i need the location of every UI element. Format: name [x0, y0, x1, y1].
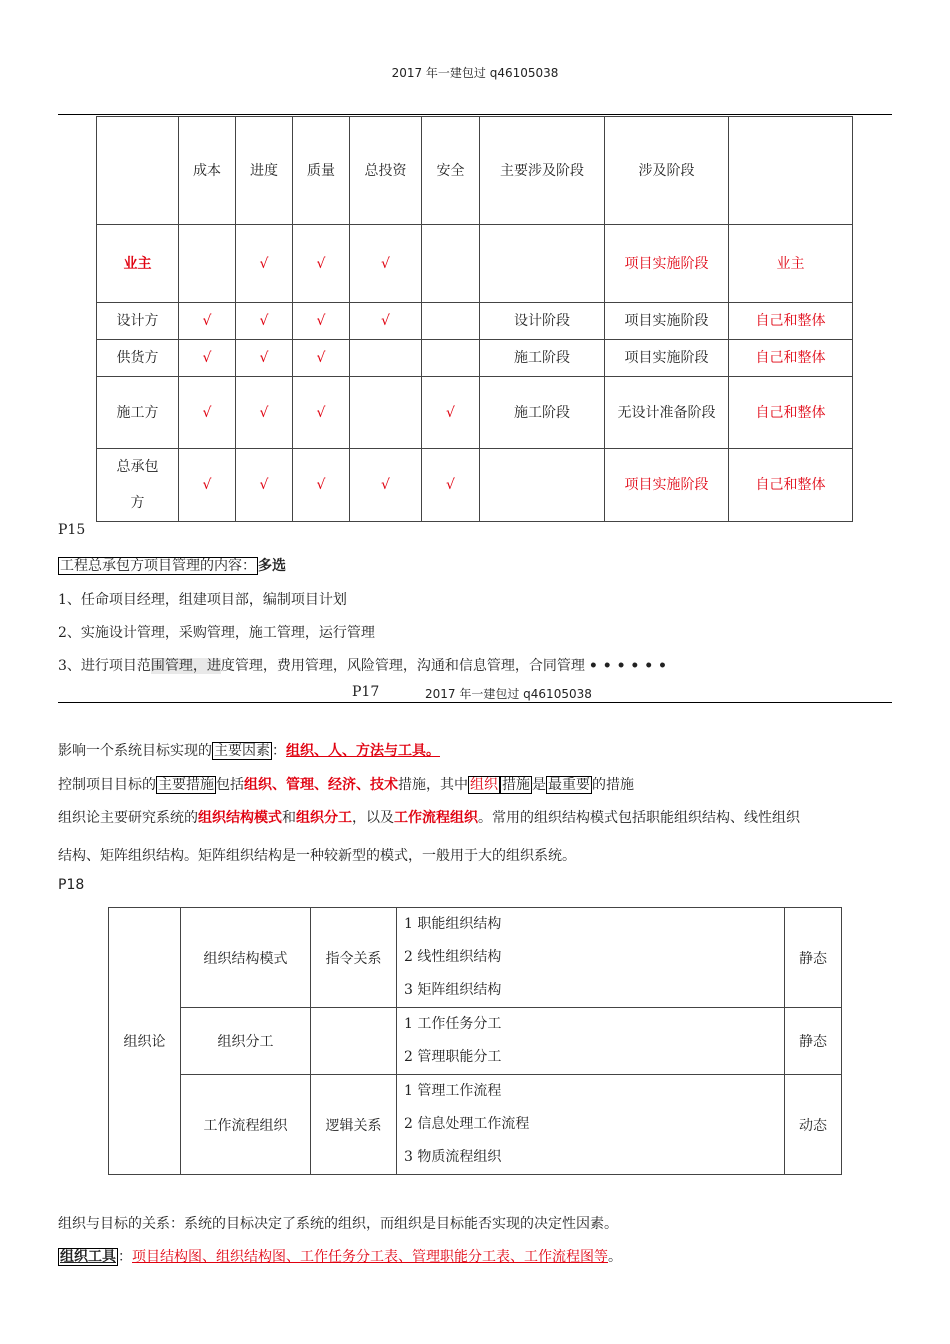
- page-number-p15: P15: [58, 522, 86, 538]
- list-item-text: 度管理，费用管理，风险管理，沟通和信息管理，合同管理: [220, 658, 585, 674]
- responsibility-table: [96, 116, 853, 522]
- text: 包括: [216, 777, 244, 793]
- stage-cell: 项目实施阶段: [605, 225, 729, 303]
- check-cell: √: [179, 340, 236, 377]
- text: 影响一个系统目标实现的: [58, 743, 212, 759]
- table-row: [109, 1008, 842, 1075]
- check-cell: √: [422, 377, 480, 449]
- red-emphasis: 工作流程组织: [394, 810, 478, 826]
- main-stage-cell: 施工阶段: [480, 377, 605, 449]
- check-cell: [422, 340, 480, 377]
- check-cell: [350, 377, 422, 449]
- list-item: 2 线性组织结构: [404, 949, 502, 965]
- measures-line: [58, 774, 634, 794]
- page-header: 2017 年一建包过 q46105038: [391, 66, 559, 80]
- text: 控制项目目标的: [58, 777, 156, 793]
- table-row: [97, 225, 853, 303]
- page-number-p17: P17: [352, 684, 380, 700]
- list-item: 1 管理工作流程: [404, 1083, 502, 1099]
- state-cell: 动态: [785, 1075, 842, 1175]
- header-cell: [729, 117, 853, 225]
- text: 的措施: [592, 777, 634, 793]
- boxed-term: 主要措施: [158, 777, 214, 793]
- check-cell: √: [350, 449, 422, 522]
- header-cell: 总投资: [350, 117, 422, 225]
- boxed-term: 组织工具: [60, 1249, 116, 1265]
- relation-cell: 指令关系: [311, 908, 397, 1008]
- relation-cell: 逻辑关系: [311, 1075, 397, 1175]
- check-cell: √: [236, 225, 293, 303]
- factors-line: [58, 740, 440, 760]
- contractor-heading: [58, 555, 286, 575]
- list-item: 2、实施设计管理，采购管理，施工管理，运行管理: [58, 625, 375, 641]
- header-cell: 安全: [422, 117, 480, 225]
- table-row: [97, 340, 853, 377]
- table-row: [109, 908, 842, 1008]
- text: 是: [532, 777, 546, 793]
- boxed-term: 措施: [502, 777, 530, 793]
- list-item-text: 3、进行项目范: [58, 658, 151, 674]
- text: ：: [118, 1249, 132, 1265]
- boxed-term: 最重要: [548, 777, 590, 793]
- table1-header-row: [97, 117, 853, 225]
- header-cell: 进度: [236, 117, 293, 225]
- check-cell: √: [179, 449, 236, 522]
- main-stage-cell: [480, 449, 605, 522]
- table-row: [109, 1075, 842, 1175]
- list-item: 3 物质流程组织: [404, 1149, 502, 1165]
- scope-cell: 自己和整体: [729, 449, 853, 522]
- scope-cell: 自己和整体: [729, 377, 853, 449]
- theory-line-1: [58, 807, 800, 827]
- check-cell: √: [350, 225, 422, 303]
- party-cell: 设计方: [97, 303, 179, 340]
- scope-cell: 自己和整体: [729, 340, 853, 377]
- boxed-term: 主要因素: [214, 743, 270, 759]
- scope-cell: 自己和整体: [729, 303, 853, 340]
- check-cell: √: [236, 340, 293, 377]
- check-cell: √: [236, 377, 293, 449]
- table-row: [97, 449, 853, 522]
- red-emphasis: 项目结构图、组织结构图、工作任务分工表、管理职能分工表、工作流程图等: [132, 1249, 608, 1265]
- list-item: 3 矩阵组织结构: [404, 982, 502, 998]
- check-cell: [422, 303, 480, 340]
- party-cell: 供货方: [97, 340, 179, 377]
- party-cell: 施工方: [97, 377, 179, 449]
- highlighted-text: 围管理，进: [150, 658, 221, 674]
- page-divider: [58, 702, 892, 703]
- stage-cell: 项目实施阶段: [605, 449, 729, 522]
- text: ：: [272, 743, 286, 759]
- scope-cell: 业主: [729, 225, 853, 303]
- main-stage-cell: 施工阶段: [480, 340, 605, 377]
- party-cell: 总承包方: [97, 449, 179, 522]
- group-name-cell: 工作流程组织: [181, 1075, 311, 1175]
- relation-line: 组织与目标的关系：系统的目标决定了系统的组织，而组织是目标能否实现的决定性因素。: [58, 1216, 618, 1232]
- header-cell: 主要涉及阶段: [480, 117, 605, 225]
- list-item: 2 管理职能分工: [404, 1049, 502, 1065]
- text: 。常用的组织结构模式包括职能组织结构、线性组织: [478, 810, 800, 826]
- ellipsis-dots: • • • • • •: [588, 658, 667, 674]
- list-item: 1 职能组织结构: [404, 916, 502, 932]
- check-cell: √: [236, 449, 293, 522]
- text: 和: [282, 810, 296, 826]
- header-cell: 成本: [179, 117, 236, 225]
- stage-cell: 项目实施阶段: [605, 303, 729, 340]
- check-cell: √: [422, 449, 480, 522]
- list-item: 2 信息处理工作流程: [404, 1116, 530, 1132]
- check-cell: [350, 340, 422, 377]
- check-cell: √: [293, 449, 350, 522]
- contractor-heading-boxed: 工程总承包方项目管理的内容：: [60, 558, 256, 574]
- organization-theory-table: [108, 907, 842, 1175]
- check-cell: √: [293, 303, 350, 340]
- check-cell: √: [179, 303, 236, 340]
- stage-cell: 项目实施阶段: [605, 340, 729, 377]
- red-emphasis: 组织结构模式: [198, 810, 282, 826]
- theory-line-2: 结构、矩阵组织结构。矩阵组织结构是一种较新型的模式，一般用于大的组织系统。: [58, 848, 576, 864]
- table-row: [97, 377, 853, 449]
- red-emphasis: 组织、人、方法与工具。: [286, 743, 440, 759]
- page-number-p18: P18: [58, 877, 85, 893]
- text: ，以及: [352, 810, 394, 826]
- relation-cell: [311, 1008, 397, 1075]
- boxed-term: 组织: [470, 777, 498, 793]
- check-cell: √: [350, 303, 422, 340]
- items-cell: [397, 1075, 785, 1175]
- stage-cell: 无设计准备阶段: [605, 377, 729, 449]
- text: 。: [608, 1249, 622, 1265]
- text: 措施，其中: [398, 777, 468, 793]
- tools-line: [58, 1246, 622, 1266]
- check-cell: √: [293, 225, 350, 303]
- contractor-heading-bold: 多选: [258, 558, 286, 574]
- page-header: 2017 年一建包过 q46105038: [425, 687, 592, 701]
- items-cell: [397, 908, 785, 1008]
- check-cell: √: [293, 377, 350, 449]
- text: 组织论主要研究系统的: [58, 810, 198, 826]
- header-cell: [97, 117, 179, 225]
- check-cell: √: [293, 340, 350, 377]
- state-cell: 静态: [785, 1008, 842, 1075]
- header-cell: 涉及阶段: [605, 117, 729, 225]
- main-stage-cell: [480, 225, 605, 303]
- table-row: [97, 303, 853, 340]
- list-item: [58, 655, 667, 675]
- check-cell: [422, 225, 480, 303]
- header-rule: [58, 114, 892, 115]
- root-cell: 组织论: [109, 908, 181, 1175]
- check-cell: √: [179, 377, 236, 449]
- check-cell: √: [236, 303, 293, 340]
- red-emphasis: 组织、管理、经济、技术: [244, 777, 398, 793]
- party-cell: 业主: [97, 225, 179, 303]
- check-cell: [179, 225, 236, 303]
- state-cell: 静态: [785, 908, 842, 1008]
- list-item: 1、任命项目经理，组建项目部，编制项目计划: [58, 592, 347, 608]
- items-cell: [397, 1008, 785, 1075]
- red-emphasis: 组织分工: [296, 810, 352, 826]
- group-name-cell: 组织分工: [181, 1008, 311, 1075]
- header-cell: 质量: [293, 117, 350, 225]
- group-name-cell: 组织结构模式: [181, 908, 311, 1008]
- list-item: 1 工作任务分工: [404, 1016, 502, 1032]
- main-stage-cell: 设计阶段: [480, 303, 605, 340]
